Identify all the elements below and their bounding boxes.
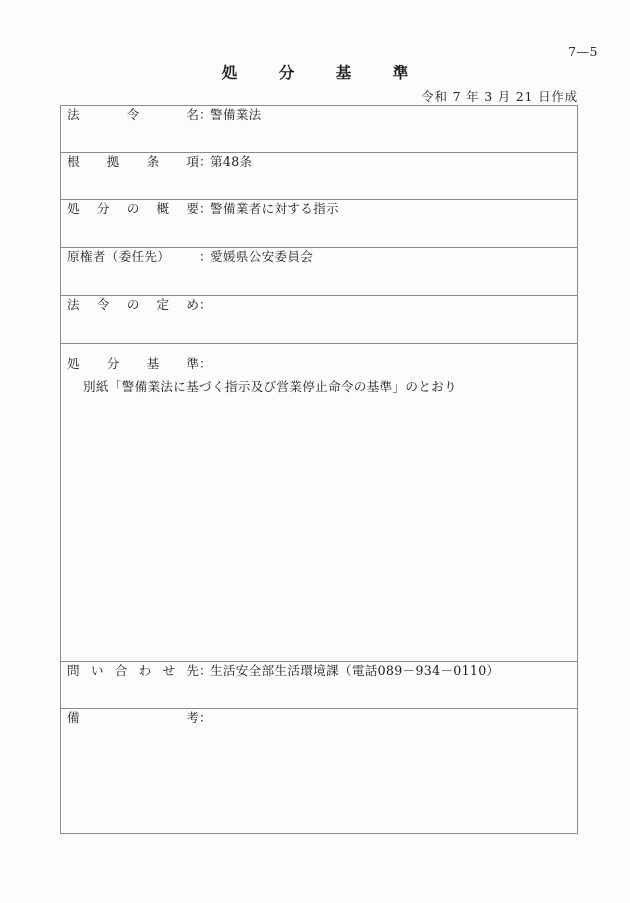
row-label-remarks: 備考 [67, 710, 199, 725]
row-colon: ： [199, 356, 212, 371]
row-value-law-name: 警備業法 [210, 107, 262, 122]
row-label-law-name: 法令名 [67, 107, 199, 122]
table-cell-summary [61, 200, 578, 248]
disposition-criteria-table [60, 105, 578, 834]
row-colon: ： [199, 107, 212, 122]
table-row-article [61, 153, 578, 200]
row-colon: ： [199, 201, 212, 216]
table-cell-authority [61, 248, 578, 296]
row-label-authority: 原権者（委任先） [67, 249, 171, 264]
table-cell-remarks [61, 709, 578, 834]
table-row-law-name [61, 106, 578, 153]
table-row-remarks [61, 709, 578, 834]
page-number: 7—5 [568, 44, 598, 59]
table-cell-law-name [61, 106, 578, 153]
table-row-authority [61, 248, 578, 296]
row-colon: ： [199, 297, 212, 312]
table-cell-article [61, 153, 578, 200]
row-label-contact: 問い合わせ先 [67, 663, 199, 678]
row-colon: ： [199, 663, 212, 678]
row-label-legal-provision: 法令の定め [67, 297, 199, 312]
table-cell-criteria [61, 344, 578, 662]
created-date: 令和 7 年 3 月 21 日作成 [421, 89, 578, 104]
row-label-criteria: 処分基準 [67, 356, 199, 371]
table-cell-legal-provision [61, 296, 578, 344]
row-colon: ： [199, 154, 212, 169]
row-label-article: 根拠条項 [67, 154, 199, 169]
row-value-article: 第48条 [210, 154, 253, 169]
page-title: 処 分 基 準 [221, 63, 422, 82]
table-cell-contact [61, 662, 578, 709]
table-row-summary [61, 200, 578, 248]
row-colon: ： [199, 710, 212, 725]
table-row-criteria [61, 344, 578, 662]
table-row-legal-provision [61, 296, 578, 344]
row-value-contact: 生活安全部生活環境課（電話089－934－0110） [210, 663, 500, 678]
row-value-authority: 愛媛県公安委員会 [210, 249, 314, 264]
criteria-body-text: 別紙「警備業法に基づく指示及び営業停止命令の基準」のとおり [83, 378, 457, 394]
row-label-summary: 処分の概要 [67, 201, 199, 216]
row-value-summary: 警備業者に対する指示 [210, 201, 339, 216]
row-colon: ： [199, 249, 212, 264]
table-row-contact [61, 662, 578, 709]
